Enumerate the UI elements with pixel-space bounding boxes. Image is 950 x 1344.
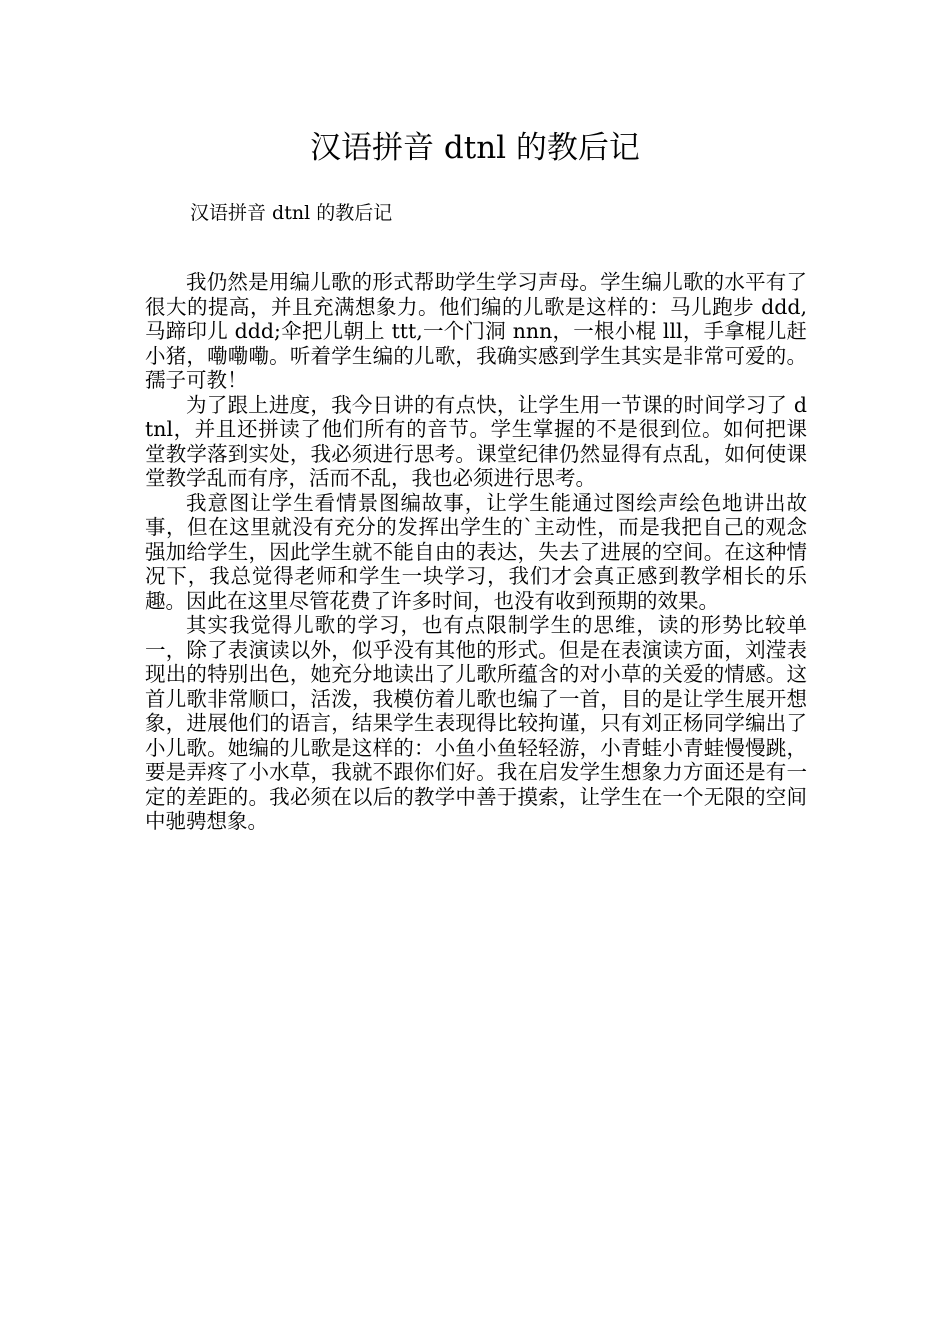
document-title: 汉语拼音 dtnl 的教后记 (310, 130, 640, 166)
body-paragraph: 我仍然是用编儿歌的形式帮助学生学习声母。学生编儿歌的水平有了很大的提高，并且充满想象力。他们编的儿歌是这样的：马儿跑步 ddd,马蹄印儿 ddd;伞把儿朝上 ttt,一个门洞 nnn，一根小棍 lll，手拿棍儿赶小猪，嘞嘞嘞。听着学生编的儿歌，我确实感到学生其实是非常可爱的。孺子可教！ (145, 270, 807, 392)
document-body (145, 270, 807, 834)
document-subtitle: 汉语拼音 dtnl 的教后记 (190, 202, 393, 224)
body-paragraph: 为了跟上进度，我今日讲的有点快，让学生用一节课的时间学习了 dtnl，并且还拼读了他们所有的音节。学生掌握的不是很到位。如何把课堂教学落到实处，我必须进行思考。课堂纪律仍然显得有点乱，如何使课堂教学乱而有序，活而不乱，我也必须进行思考。 (145, 392, 807, 490)
body-paragraph: 我意图让学生看情景图编故事，让学生能通过图绘声绘色地讲出故事，但在这里就没有充分的发挥出学生的`主动性，而是我把自己的观念强加给学生，因此学生就不能自由的表达，失去了进展的空间。在这种情况下，我总觉得老师和学生一块学习，我们才会真正感到教学相长的乐趣。因此在这里尽管花费了许多时间，也没有收到预期的效果。 (145, 490, 807, 613)
body-paragraph: 其实我觉得儿歌的学习，也有点限制学生的思维，读的形势比较单一，除了表演读以外，似乎没有其他的形式。但是在表演读方面，刘滢表现出的特别出色，她充分地读出了儿歌所蕴含的对小草的关爱的情感。这首儿歌非常顺口，活泼，我模仿着儿歌也编了一首，目的是让学生展开想象，进展他们的语言，结果学生表现得比较拘谨，只有刘正杨同学编出了小儿歌。她编的儿歌是这样的：小鱼小鱼轻轻游，小青蛙小青蛙慢慢跳，要是弄疼了小水草，我就不跟你们好。我在启发学生想象力方面还是有一定的差距的。我必须在以后的教学中善于摸索，让学生在一个无限的空间中驰骋想象。 (145, 613, 807, 833)
